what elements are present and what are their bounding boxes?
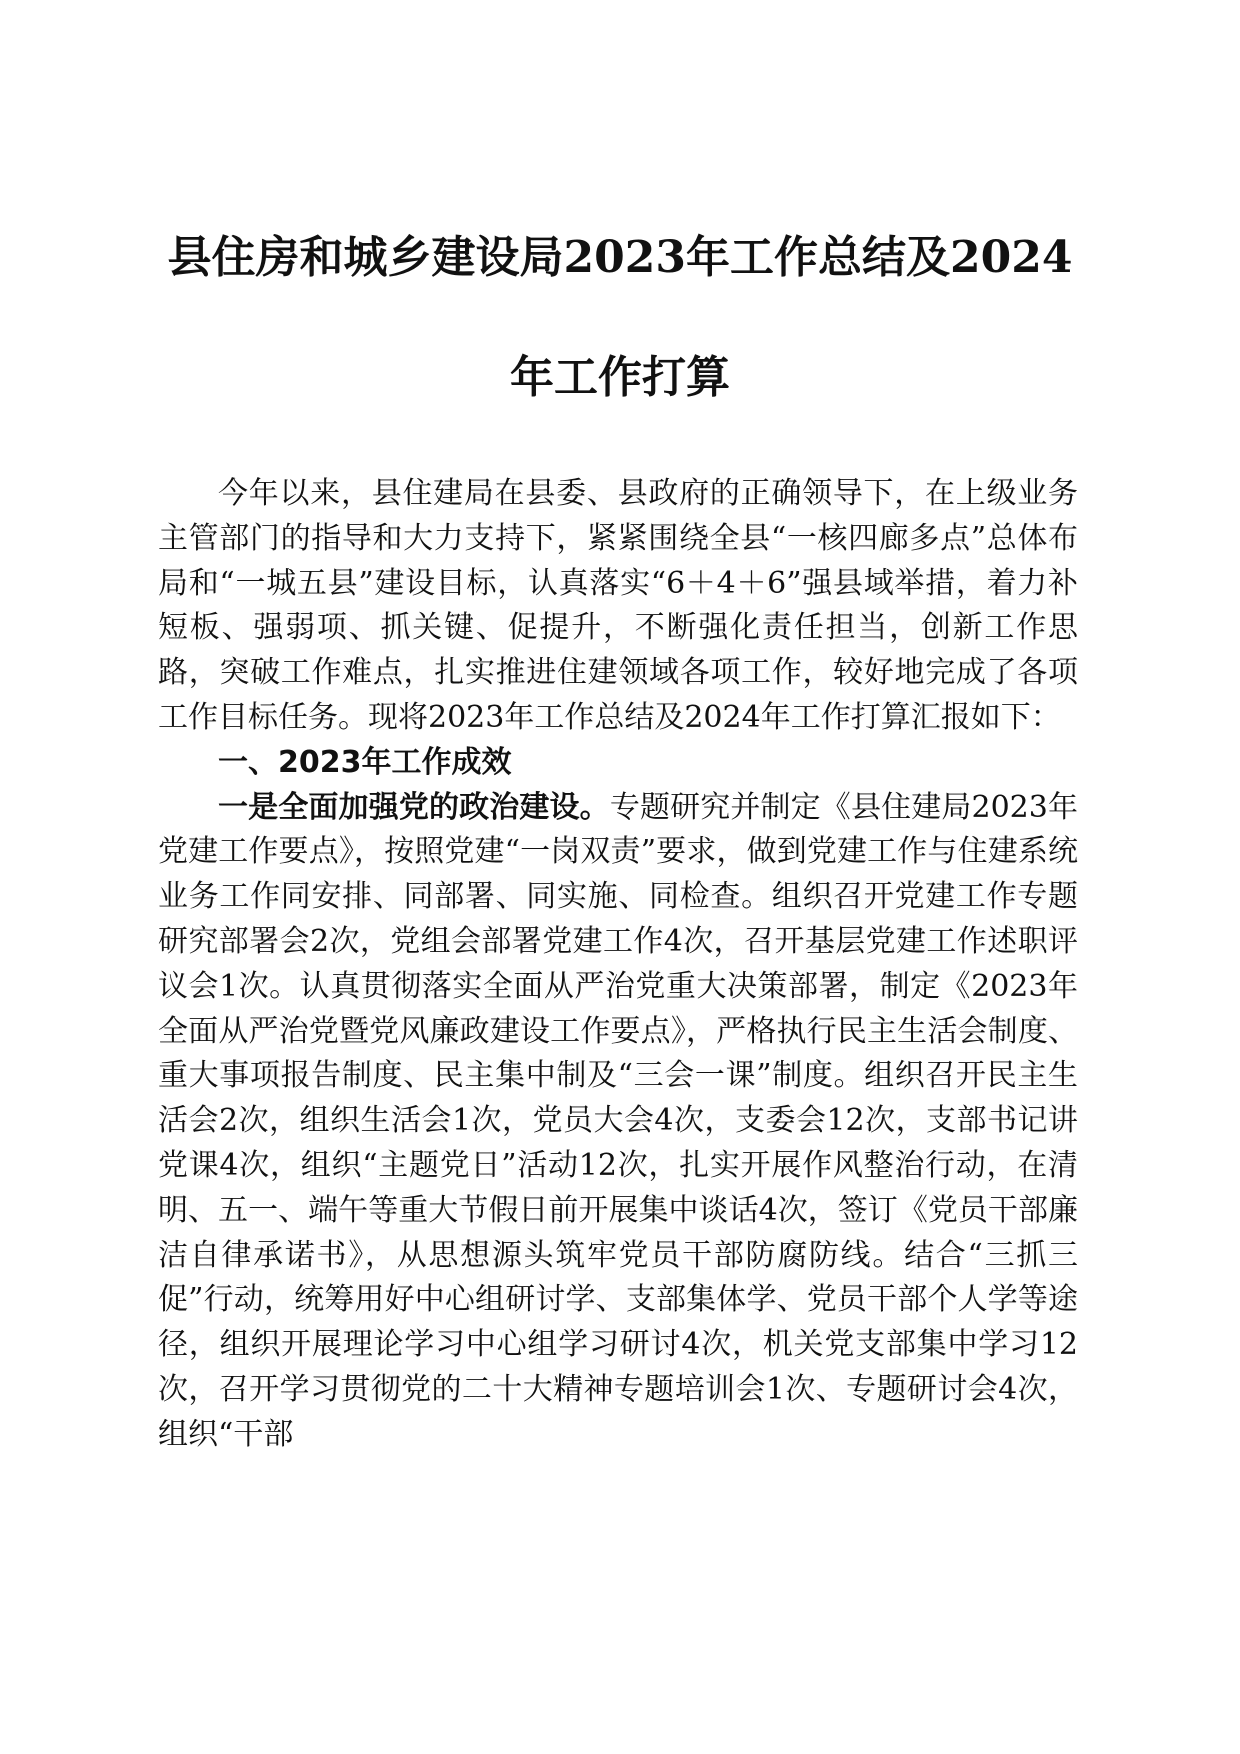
section-heading: 一、2023年工作成效 — [218, 744, 512, 780]
document-title-line-1: 县住房和城乡建设局2023年工作总结及2024 — [167, 232, 1073, 283]
item-paragraph — [158, 786, 1078, 1458]
document-title-line-2: 年工作打算 — [510, 352, 730, 403]
item-text: 专题研究并制定《县住建局2023年党建工作要点》，按照党建“一岗双责”要求，做到党建工作与住建系统业务工作同安排、同部署、同实施、同检查。组织召开党建工作专题研究部署会2次，党组会部署党建工作4次，召开基层党建工作述职评议会1次。认真贯彻落实全面从严治党重大决策部署，制定《2023年全面从严治党暨党风廉政建设工作要点》，严格执行民主生活会制度、重大事项报告制度、民主集中制及“三会一课”制度。组织召开民主生活会2次，组织生活会1次，党员大会4次，支委会12次，支部书记讲党课4次，组织“主题党日”活动12次，扎实开展作风整治行动，在清明、五一、端午等重大节假日前开展集中谈话4次，签订《党员干部廉洁自律承诺书》，从思想源头筑牢党员干部防腐防线。结合“三抓三促”行动，统筹用好中心组研讨学、支部集体学、党员干部个人学等途径，组织开展理论学习中心组学习研讨4次，机关党支部集中学习12次，召开学习贯彻党的二十大精神专题培训会1次、专题研讨会4次，组织“干部 — [158, 789, 1078, 1452]
item-lead: 一是全面加强党的政治建设。 — [218, 789, 610, 825]
document-body — [158, 472, 1078, 1458]
intro-paragraph: 今年以来，县住建局在县委、县政府的正确领导下，在上级业务主管部门的指导和大力支持下，紧紧围绕全县“一核四廊多点”总体布局和“一城五县”建设目标，认真落实“6＋4＋6”强县域举措，着力补短板、强弱项、抓关键、促提升，不断强化责任担当，创新工作思路，突破工作难点，扎实推进住建领域各项工作，较好地完成了各项工作目标任务。现将2023年工作总结及2024年工作打算汇报如下： — [158, 476, 1078, 735]
